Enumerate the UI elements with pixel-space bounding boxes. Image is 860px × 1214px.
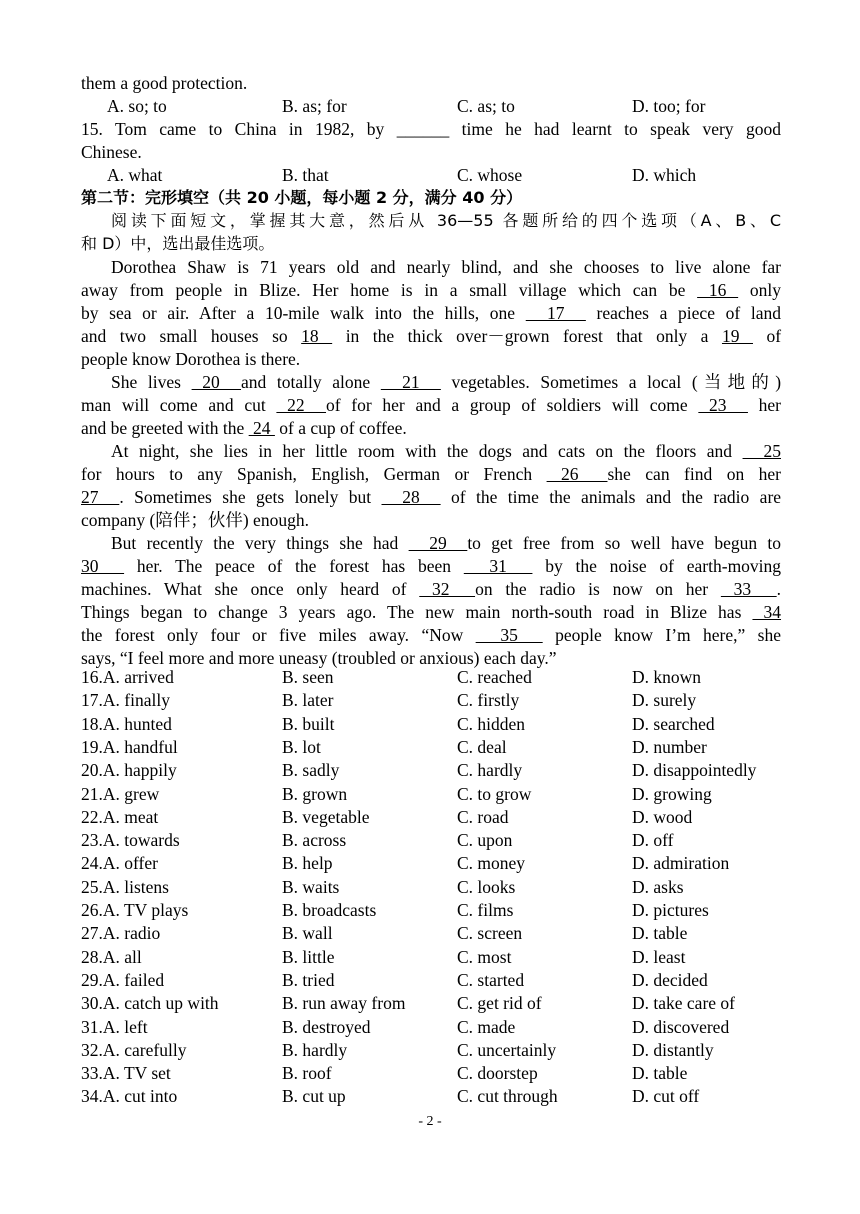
- blank-18: 18: [301, 326, 333, 346]
- option-d: D. table: [632, 923, 688, 944]
- option-d: D. table: [632, 1063, 688, 1084]
- option-row: [81, 783, 781, 805]
- passage-line: Dorothea Shaw is 71 years old and nearly blind, and she chooses to live alone far: [111, 257, 781, 277]
- passage-line: Things began to change 3 years ago. The new main north-south road in Blize has 34: [81, 602, 782, 622]
- option-a: 21.A. grew: [81, 783, 160, 804]
- option-b: B. vegetable: [282, 806, 370, 827]
- option-a: 25.A. listens: [81, 876, 169, 897]
- blank-32: 32: [419, 579, 476, 599]
- passage-line: 30 her. The peace of the forest has been 31 by the noise of earth-moving: [81, 556, 782, 576]
- option-c: C. firstly: [457, 690, 520, 711]
- option-row: [81, 992, 781, 1014]
- q14-options: [81, 95, 781, 117]
- option-row: [81, 1016, 781, 1038]
- blank-34: 34: [752, 602, 782, 622]
- option-d: D. number: [632, 736, 707, 757]
- option-d: D. disappointedly: [632, 760, 757, 781]
- blank-20: 20: [191, 372, 242, 392]
- q15-option-b: B. that: [282, 165, 329, 185]
- option-b: B. little: [282, 946, 335, 967]
- option-d: D. searched: [632, 713, 715, 734]
- option-a: 23.A. towards: [81, 830, 180, 851]
- option-b: B. destroyed: [282, 1016, 371, 1037]
- option-row: [81, 829, 781, 851]
- option-a: 20.A. happily: [81, 760, 177, 781]
- option-b: B. later: [282, 690, 334, 711]
- option-a: 26.A. TV plays: [81, 900, 189, 920]
- blank-35: 35: [475, 625, 543, 645]
- option-a: 27.A. radio: [81, 923, 161, 944]
- option-b: B. run away from: [282, 993, 406, 1014]
- section-instructions-tail: 和 D）中，选出最佳选项。: [81, 234, 275, 253]
- option-c: C. reached: [457, 667, 532, 687]
- blank-21: 21: [380, 372, 441, 392]
- blank-16: 16: [697, 280, 739, 300]
- option-c: C. hardly: [457, 760, 523, 781]
- option-d: D. growing: [632, 783, 712, 804]
- q15-stem: 15. Tom came to China in 1982, by ______ time he had learnt to speak very good: [81, 119, 781, 139]
- option-c: C. films: [457, 900, 514, 920]
- option-row: [81, 736, 781, 758]
- option-c: C. started: [457, 969, 525, 990]
- option-d: D. cut off: [632, 1086, 700, 1107]
- q15-option-a: A. what: [107, 165, 163, 185]
- blank-22: 22: [276, 395, 327, 415]
- option-a: 16.A. arrived: [81, 667, 174, 687]
- option-row: [81, 899, 781, 921]
- passage-line: machines. What she once only heard of 32 on the radio is now on her 33 .: [81, 579, 782, 599]
- option-d: D. asks: [632, 876, 684, 897]
- option-row: [81, 806, 781, 828]
- option-b: B. roof: [282, 1063, 332, 1084]
- option-c: C. looks: [457, 876, 516, 897]
- blank-17: 17: [525, 303, 586, 323]
- option-b: B. wall: [282, 923, 333, 944]
- option-d: D. known: [632, 667, 702, 687]
- option-d: D. discovered: [632, 1016, 730, 1037]
- option-d: D. admiration: [632, 853, 730, 874]
- option-a: 22.A. meat: [81, 806, 159, 827]
- option-row: [81, 666, 781, 688]
- passage-line: 27 . Sometimes she gets lonely but 28 of the time the animals and the radio are: [81, 487, 782, 507]
- option-a: 31.A. left: [81, 1016, 148, 1037]
- blank-19: 19: [721, 326, 753, 346]
- option-d: D. wood: [632, 806, 693, 827]
- option-b: B. lot: [282, 736, 321, 757]
- passage-line: At night, she lies in her little room with the dogs and cats on the floors and 25: [111, 441, 781, 461]
- blank-33: 33: [720, 579, 777, 599]
- option-c: C. hidden: [457, 713, 526, 734]
- q14-option-b: B. as; for: [282, 96, 347, 116]
- option-d: D. decided: [632, 969, 708, 990]
- option-d: D. off: [632, 830, 674, 851]
- blank-24: 24: [248, 418, 275, 438]
- option-d: D. take care of: [632, 993, 735, 1014]
- option-a: 32.A. carefully: [81, 1039, 187, 1060]
- option-b: B. sadly: [282, 760, 340, 781]
- option-d: D. pictures: [632, 900, 709, 920]
- option-b: B. cut up: [282, 1086, 346, 1107]
- option-a: 18.A. hunted: [81, 713, 172, 734]
- passage-line: But recently the very things she had 29 to get free from so well have begun to: [111, 533, 782, 553]
- option-row: [81, 689, 781, 711]
- option-a: 19.A. handful: [81, 736, 178, 757]
- option-b: B. help: [282, 853, 333, 874]
- option-c: C. money: [457, 853, 526, 874]
- option-a: 28.A. all: [81, 946, 142, 967]
- q14-stem-tail: them a good protection.: [81, 73, 248, 93]
- passage-line: by sea or air. After a 10-mile walk into the hills, one 17 reaches a piece of land: [81, 303, 781, 323]
- passage-line: She lives 20 and totally alone 21 vegetables. Sometimes a local (当地的): [111, 372, 782, 392]
- option-a: 30.A. catch up with: [81, 993, 219, 1014]
- option-b: B. tried: [282, 969, 335, 990]
- blank-28: 28: [381, 487, 441, 507]
- q15-options: [81, 164, 781, 186]
- option-b: B. grown: [282, 783, 348, 804]
- q15-stem-tail: Chinese.: [81, 142, 142, 162]
- option-c: C. cut through: [457, 1086, 558, 1107]
- blank-25: 25: [742, 441, 781, 461]
- option-c: C. uncertainly: [457, 1039, 557, 1060]
- q15-option-c: C. whose: [457, 165, 523, 185]
- option-a: 34.A. cut into: [81, 1086, 178, 1107]
- option-a: 29.A. failed: [81, 969, 165, 990]
- passage-line: people know Dorothea is there.: [81, 349, 301, 369]
- page-number: - 2 -: [418, 1114, 442, 1129]
- option-row: [81, 876, 781, 898]
- option-row: [81, 969, 781, 991]
- option-row: [81, 852, 781, 874]
- blank-23: 23: [698, 395, 748, 415]
- passage-line: man will come and cut 22 of for her and a group of soldiers will come 23 her: [81, 395, 782, 415]
- passage-line: away from people in Blize. Her home is in a small village which can be 16 only: [81, 280, 782, 300]
- option-row: [81, 946, 781, 968]
- passage-line: company (陪伴；伙伴) enough.: [81, 510, 309, 530]
- option-a: 33.A. TV set: [81, 1063, 171, 1084]
- option-c: C. made: [457, 1016, 516, 1037]
- option-c: C. doorstep: [457, 1063, 538, 1084]
- option-d: D. distantly: [632, 1039, 714, 1060]
- option-b: B. across: [282, 830, 347, 851]
- option-c: C. to grow: [457, 783, 532, 804]
- option-row: [81, 1062, 781, 1084]
- option-row: [81, 1039, 781, 1061]
- option-row: [81, 1085, 781, 1107]
- passage-line: and two small houses so 18 in the thick over－grown forest that only a 19 of: [81, 326, 782, 346]
- passage-line: for hours to any Spanish, English, German or French 26 she can find on her: [81, 464, 782, 484]
- section-heading: 第二节：完形填空（共 20 小题，每小题 2 分，满分 40 分）: [81, 188, 523, 207]
- option-row: [81, 759, 781, 781]
- option-d: D. least: [632, 946, 686, 967]
- option-b: B. waits: [282, 876, 340, 897]
- option-a: 17.A. finally: [81, 690, 170, 711]
- blank-30: 30: [81, 556, 125, 576]
- blank-31: 31: [463, 556, 533, 576]
- option-c: C. upon: [457, 830, 513, 851]
- option-c: C. get rid of: [457, 993, 542, 1014]
- option-c: C. most: [457, 946, 512, 967]
- option-b: B. built: [282, 713, 335, 734]
- option-d: D. surely: [632, 690, 697, 711]
- option-b: B. hardly: [282, 1039, 348, 1060]
- option-c: C. screen: [457, 923, 523, 944]
- blank-29: 29: [408, 533, 468, 553]
- option-c: C. deal: [457, 736, 507, 757]
- option-b: B. broadcasts: [282, 900, 377, 920]
- passage-line: and be greeted with the 24 of a cup of coffee.: [81, 418, 407, 438]
- blank-27: 27: [81, 487, 120, 507]
- option-a: 24.A. offer: [81, 853, 158, 874]
- q15-option-d: D. which: [632, 165, 697, 185]
- passage-line: the forest only four or five miles away. “Now 35 people know I’m here,” she: [81, 625, 782, 645]
- section-instructions: 阅读下面短文，掌握其大意，然后从 36—55 各题所给的四个选项（A、B、C: [111, 211, 781, 230]
- q14-option-d: D. too; for: [632, 96, 706, 116]
- q14-option-c: C. as; to: [457, 96, 515, 116]
- option-row: [81, 713, 781, 735]
- q14-option-a: A. so; to: [107, 96, 167, 116]
- option-row: [81, 922, 781, 944]
- option-c: C. road: [457, 806, 509, 827]
- blank-26: 26: [546, 464, 608, 484]
- option-b: B. seen: [282, 667, 334, 687]
- passage-line: says, “I feel more and more uneasy (troubled or anxious) each day.”: [81, 648, 557, 668]
